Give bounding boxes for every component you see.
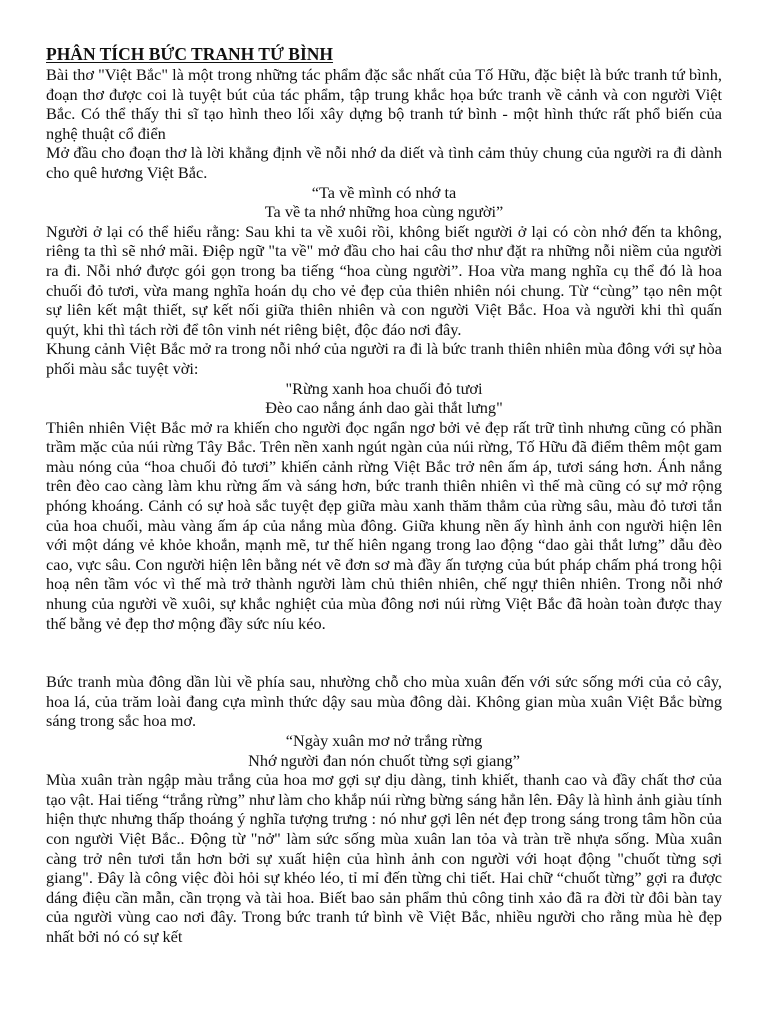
paragraph-spring-analysis: Mùa xuân tràn ngập màu trắng của hoa mơ gợi sự dịu dàng, tinh khiết, thanh cao và đầy chất thơ của tạo vật. Hai tiếng “trắng rừng” như làm cho khắp núi rừng bừng sáng hẳn lên. Đây là hình ảnh giàu tính hiện thực nhưng thấp thoáng ý nghĩa tượng trưng : nó như gợi lên nét đẹp trong sáng trong tâm hồn của con người Việt Bắc.. Động từ "nở" làm sức sống mùa xuân lan tỏa và tràn trề nhựa sống. Mùa xuân càng trở nên tươi tắn hơn bởi sự xuất hiện của hình ảnh con người với hoạt động "chuốt từng sợi giang". Đây là công việc đòi hỏi sự khéo léo, tỉ mỉ đến từng chi tiết. Hai chữ “chuốt từng” gợi ra được dáng điệu cần mẫn, cần trọng và tài hoa. Biết bao sản phẩm thủ công tinh xảo đã ra đời từ đôi bàn tay của người vùng cao nơi đây. Trong bức tranh tứ bình về Việt Bắc, nhiều người cho rằng mùa hè đẹp nhất bởi nó có sự kết xyxy=(46,770,722,946)
document-page xyxy=(46,44,722,947)
paragraph-opening: Mở đầu cho đoạn thơ là lời khẳng định về nỗi nhớ da diết và tình cảm thủy chung của người ra đi dành cho quê hương Việt Bắc. xyxy=(46,143,722,182)
verse-line: Nhớ người đan nón chuốt từng sợi giang” xyxy=(248,750,520,770)
paragraph-analysis-1: Người ở lại có thể hiểu rằng: Sau khi ta về xuôi rồi, không biết người ở lại có còn nhớ đến ta không, riêng ta thì sẽ nhớ mãi. Điệp ngữ "ta về" mở đầu cho hai câu thơ như đặt ra những nỗi niềm của người ra đi. Nỗi nhớ được gói gọn trong ba tiếng “hoa cùng người”. Hoa vừa mang nghĩa cụ thể đó là hoa chuối đỏ tươi, vừa mang nghĩa hoán dụ cho vẻ đẹp của thiên nhiên nói chung. Từ “cùng” tạo nên một sự liên kết mật thiết, sự kết nối giữa thiên nhiên và con người Việt Bắc. Hoa và người khi thì quấn quýt, khi thì tách rời để tôn vinh nét riêng biệt, độc đáo nơi đây. xyxy=(46,221,722,339)
verse-line: Ta về ta nhớ những hoa cùng người” xyxy=(264,202,504,222)
verse-line: “Ta về mình có nhớ ta xyxy=(311,182,457,202)
paragraph-winter-intro: Khung cảnh Việt Bắc mở ra trong nỗi nhớ của người ra đi là bức tranh thiên nhiên mùa đông với sự hòa phối màu sắc tuyệt vời: xyxy=(46,339,722,378)
blank-spacer xyxy=(46,633,722,672)
verse-line: “Ngày xuân mơ nở trắng rừng xyxy=(285,731,483,750)
verse-line: Đèo cao nắng ánh dao gài thắt lưng" xyxy=(265,398,503,418)
document-title: PHÂN TÍCH BỨC TRANH TỨ BÌNH xyxy=(46,44,334,64)
paragraph-winter-analysis: Thiên nhiên Việt Bắc mở ra khiến cho người đọc ngẩn ngơ bởi vẻ đẹp rất trữ tình nhưng cũng có phần trầm mặc của núi rừng Tây Bắc. Trên nền xanh ngút ngàn của núi rừng, Tố Hữu đã điểm thêm một gam màu nóng của “hoa chuối đỏ tươi” khiến cảnh rừng Việt Bắc trở nên ấm áp, tươi sáng hơn. Ánh nắng trên đèo cao càng làm khu rừng ấm và sáng hơn, bức tranh thiên nhiên vì thế mà cũng có sự mở rộng phóng khoáng. Cảnh có sự hoà sắc tuyệt đẹp giữa màu xanh thăm thẳm của rừng sâu, màu đỏ tươi tắn của hoa chuối, màu vàng ấm áp của nắng mùa đông. Giữa khung nền ấy hình ảnh con người hiện lên với một dáng vẻ khỏe khoắn, mạnh mẽ, tư thế hiên ngang trong lao động “dao gài thắt lưng” dẫu đèo cao, vực sâu. Con người hiện lên bằng nét vẽ đơn sơ mà đầy ấn tượng của bút pháp chấm phá trong hội hoạ nên tầm vóc vì thế mà trở thành người làm chủ thiên nhiên, chế ngự thiên nhiên. Trong nỗi nhớ nhung của người về xuôi, sự khắc nghiệt của mùa đông nơi núi rừng Việt Bắc đã hoàn toàn được thay thế bằng vẻ đẹp thơ mộng đầy sức níu kéo. xyxy=(46,417,722,633)
verse-line: "Rừng xanh hoa chuối đỏ tươi xyxy=(285,378,483,398)
paragraph-spring-intro: Bức tranh mùa đông dần lùi về phía sau, nhường chỗ cho mùa xuân đến với sức sống mới của cỏ cây, hoa lá, của trăm loài đang cựa mình thức dậy sau mùa đông dài. Không gian mùa xuân Việt Bắc bừng sáng trong sắc hoa mơ. xyxy=(46,672,722,731)
paragraph-intro: Bài thơ "Việt Bắc" là một trong những tác phẩm đặc sắc nhất của Tố Hữu, đặc biệt là bức tranh tứ bình, đoạn thơ được coi là tuyệt bút của tác phẩm, tập trung khắc họa bức tranh về cảnh và con người Việt Bắc. Có thể thấy thi sĩ tạo hình theo lối xây dựng bộ tranh tứ bình - một hình thức rất phổ biến của nghệ thuật cổ điển xyxy=(46,65,722,143)
